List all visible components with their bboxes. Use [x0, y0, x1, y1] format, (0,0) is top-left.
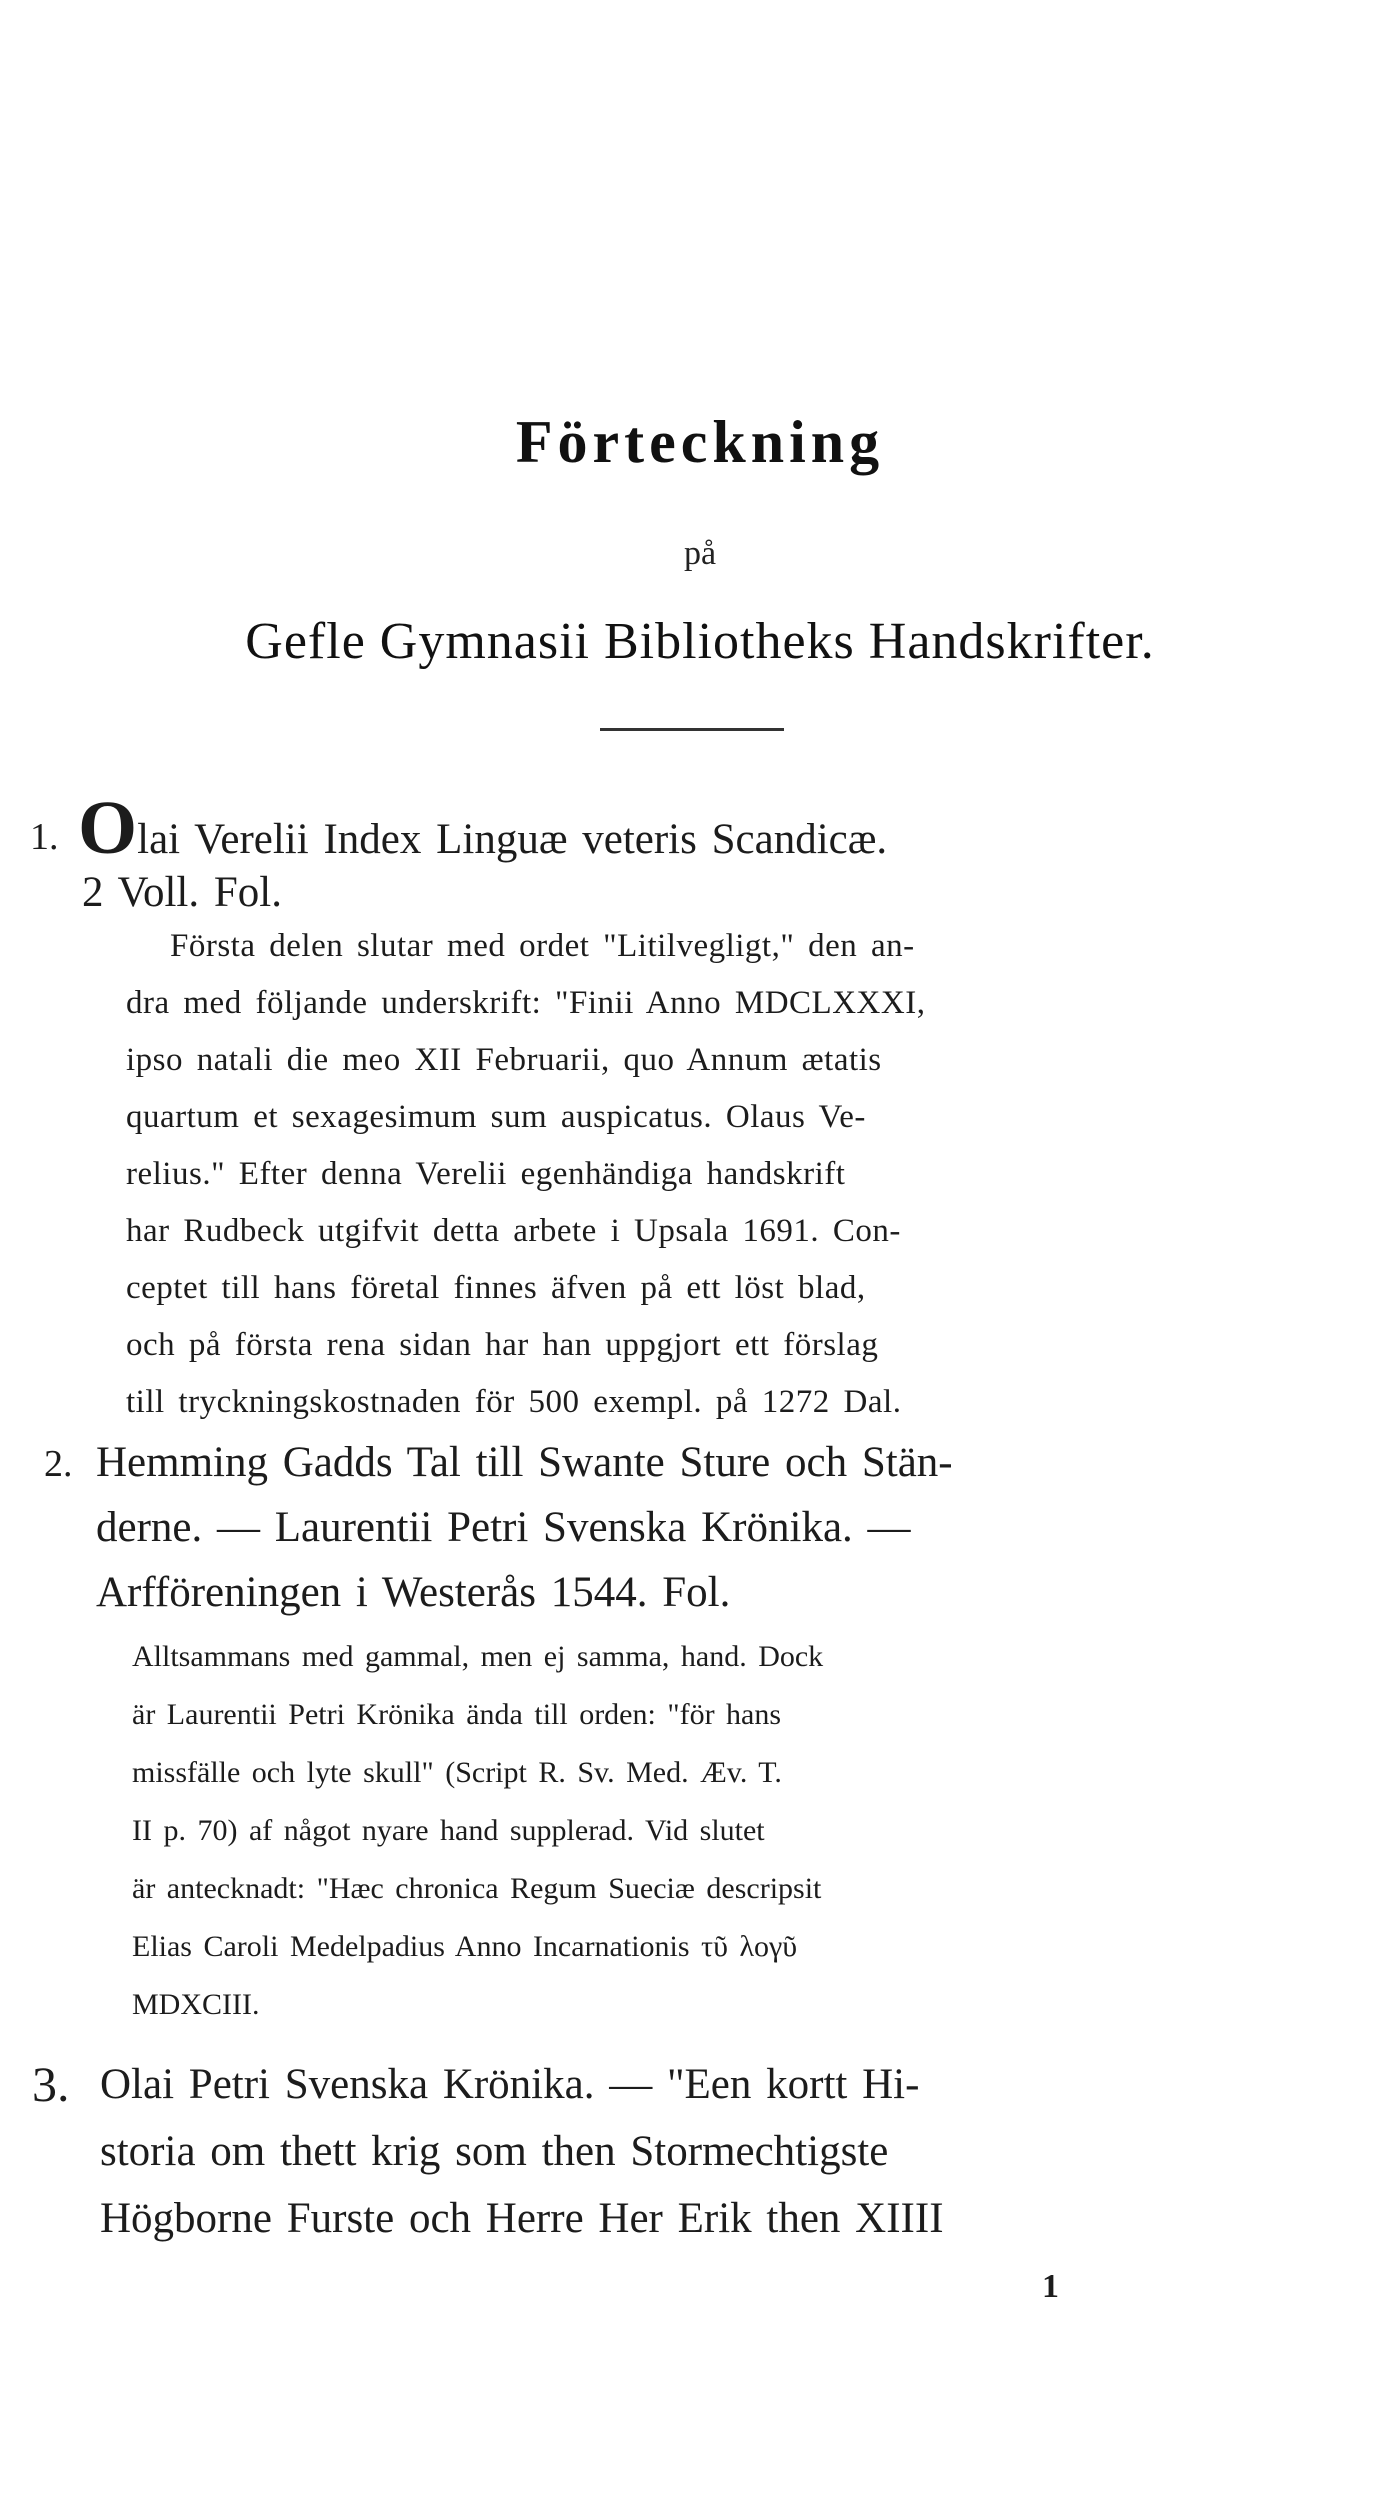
note-line: MDXCIII.: [132, 1988, 260, 2021]
item-title-line: Hemming Gadds Tal till Swante Sture och Stän-: [96, 1439, 953, 1486]
item-title-line: Arfföreningen i Westerås 1544. Fol.: [96, 1569, 731, 1616]
title-connector: på: [683, 535, 717, 572]
note-line: dra med följande underskrift: "Finii Anno MDCLXXXI,: [126, 985, 926, 1021]
item-title: [78, 786, 888, 870]
item-title-text: lai Verelii Index Linguæ veteris Scandicæ.: [137, 816, 888, 863]
note-line: har Rudbeck utgifvit detta arbete i Upsala 1691. Con-: [126, 1213, 901, 1249]
note-line: är Laurentii Petri Krönika ända till orden: "för hans: [132, 1698, 782, 1731]
title-divider: [600, 728, 784, 731]
item-title-line: storia om thett krig som then Stormechtigste: [100, 2128, 889, 2175]
note-line: och på första rena sidan har han uppgjort ett förslag: [126, 1327, 879, 1363]
note-line: Elias Caroli Medelpadius Anno Incarnationis τῦ λογῦ: [132, 1930, 798, 1963]
signature-mark: 1: [1042, 2268, 1059, 2305]
note-line: quartum et sexagesimum sum auspicatus. Olaus Ve-: [126, 1099, 866, 1135]
drop-cap: O: [78, 786, 138, 870]
note-line: är antecknadt: "Hæc chronica Regum Sueciæ descripsit: [132, 1872, 822, 1905]
item-title-line: Högborne Furste och Herre Her Erik then XIIII: [100, 2195, 944, 2242]
item-title-line: Olai Petri Svenska Krönika. — "Een kortt Hi-: [100, 2061, 920, 2108]
note-line: till tryckningskostnaden för 500 exempl. på 1272 Dal.: [126, 1384, 902, 1420]
page-subtitle: Gefle Gymnasii Bibliotheks Handskrifter.: [245, 613, 1155, 670]
note-line: missfälle och lyte skull" (Script R. Sv. Med. Æv. T.: [132, 1756, 782, 1789]
note-line: Alltsammans med gammal, men ej samma, hand. Dock: [132, 1640, 824, 1673]
page-title: Förteckning: [515, 409, 885, 475]
item-number: 3.: [32, 2056, 70, 2112]
note-line: ipso natali die meo XII Februarii, quo Annum ætatis: [126, 1042, 882, 1078]
item-title-line: 2 Voll. Fol.: [82, 869, 282, 916]
item-number: 1.: [30, 816, 59, 858]
note-line: ceptet till hans företal finnes äfven på ett löst blad,: [126, 1270, 866, 1306]
note-line: relius." Efter denna Verelii egenhändiga handskrift: [126, 1156, 846, 1192]
note-line: II p. 70) af något nyare hand supplerad. Vid slutet: [132, 1814, 765, 1847]
note-line: Första delen slutar med ordet "Litilvegligt," den an-: [170, 928, 915, 964]
item-number: 2.: [44, 1443, 73, 1485]
item-title-line: derne. — Laurentii Petri Svenska Krönika. —: [96, 1504, 911, 1551]
